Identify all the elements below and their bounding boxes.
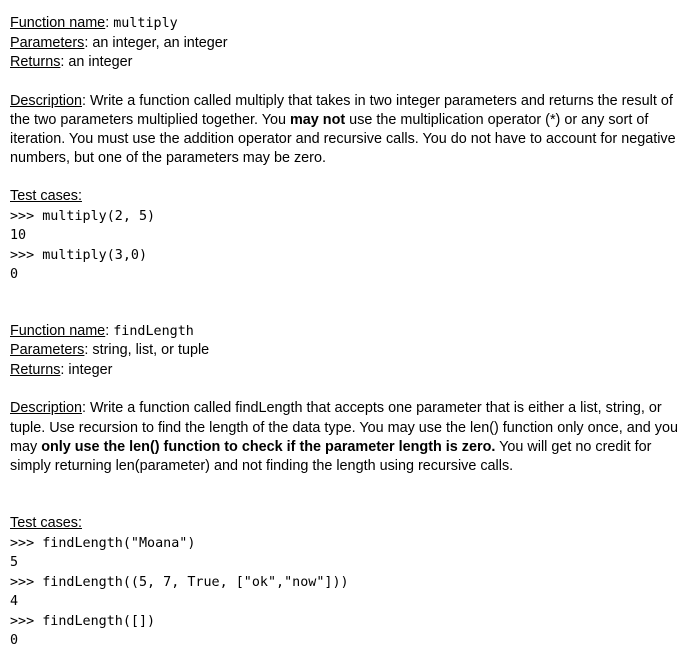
test-case-line: >>> findLength([])	[10, 613, 156, 629]
test-cases-heading: Test cases:	[10, 188, 82, 205]
returns-line: Returns: an integer	[10, 54, 133, 70]
assignment-document	[10, 14, 694, 651]
parameters-value: an integer, an integer	[92, 34, 228, 51]
test-case-line: 10	[10, 228, 27, 244]
test-case-line: 0	[10, 633, 19, 649]
description-label: Description	[10, 92, 82, 109]
description-text-1: Write a function called findLength that accepts one parameter that is either a list, string, or tuple. Use recursion to find the length of the data type. You may use the len() function only once, and you may	[10, 400, 678, 455]
description-text-2: You will get no credit for simply returning len(parameter) and not finding the length using recursive calls.	[10, 438, 652, 474]
description-paragraph: Description: Write a function called multiply that takes in two integer parameters and returns the result of the two parameters multiplied together. You may not use the multiplication operator (*) or any sort of iteration. You must use the addition operator and recursive calls. You do not have to account for negative numbers, but one of the parameters may be zero.	[10, 92, 676, 167]
returns-line: Returns: integer	[10, 361, 113, 378]
test-case-line: >>> findLength((5, 7, True, ["ok","now"]))	[10, 574, 349, 590]
description-label: Description	[10, 400, 82, 417]
function-name-label: Function name	[10, 15, 106, 31]
returns-label: Returns	[10, 54, 61, 70]
description-text-1: Write a function called multiply that takes in two integer parameters and returns the result of the two parameters multiplied together. You	[10, 92, 673, 128]
test-case-line: >>> multiply(2, 5)	[10, 208, 156, 224]
test-case-line: 0	[10, 267, 19, 283]
function-name-label: Function name	[10, 322, 106, 339]
function-name-line: Function name: multiply	[10, 15, 178, 31]
test-case-line: >>> multiply(3,0)	[10, 247, 148, 263]
test-case-line: >>> findLength("Moana")	[10, 535, 196, 551]
function-name-value: multiply	[113, 16, 178, 31]
function-name-line: Function name: findLength	[10, 322, 194, 339]
returns-value: integer	[68, 361, 113, 378]
description-paragraph: Description: Write a function called findLength that accepts one parameter that is either a list, string, or tuple. Use recursion to find the length of the data type. You may use the len() function only once, and you may only use the len() function to check if the parameter length is zero. You will get no credit for simply returning len(parameter) and not finding the length using recursive calls.	[10, 400, 678, 474]
function-name-value: findLength	[113, 323, 194, 339]
parameters-label: Parameters	[10, 342, 85, 359]
description-emphasis: only use the len() function to check if the parameter length is zero.	[41, 438, 496, 455]
test-case-line: 5	[10, 555, 19, 571]
findlength-section	[10, 322, 694, 651]
parameters-line: Parameters: string, list, or tuple	[10, 342, 210, 359]
description-text-2: use the multiplication operator (*) or any sort of iteration. You must use the addition operator and recursive calls. You do not have to account for negative numbers, but one of the parameters may be zero.	[10, 111, 676, 167]
test-case-line: 4	[10, 594, 19, 610]
description-emphasis: may not	[290, 111, 346, 128]
parameters-value: string, list, or tuple	[92, 342, 210, 359]
returns-value: an integer	[68, 54, 133, 70]
parameters-label: Parameters	[10, 34, 85, 51]
test-cases-heading: Test cases:	[10, 515, 82, 532]
multiply-section	[10, 14, 694, 285]
parameters-line: Parameters: an integer, an integer	[10, 34, 228, 51]
returns-label: Returns	[10, 361, 61, 378]
